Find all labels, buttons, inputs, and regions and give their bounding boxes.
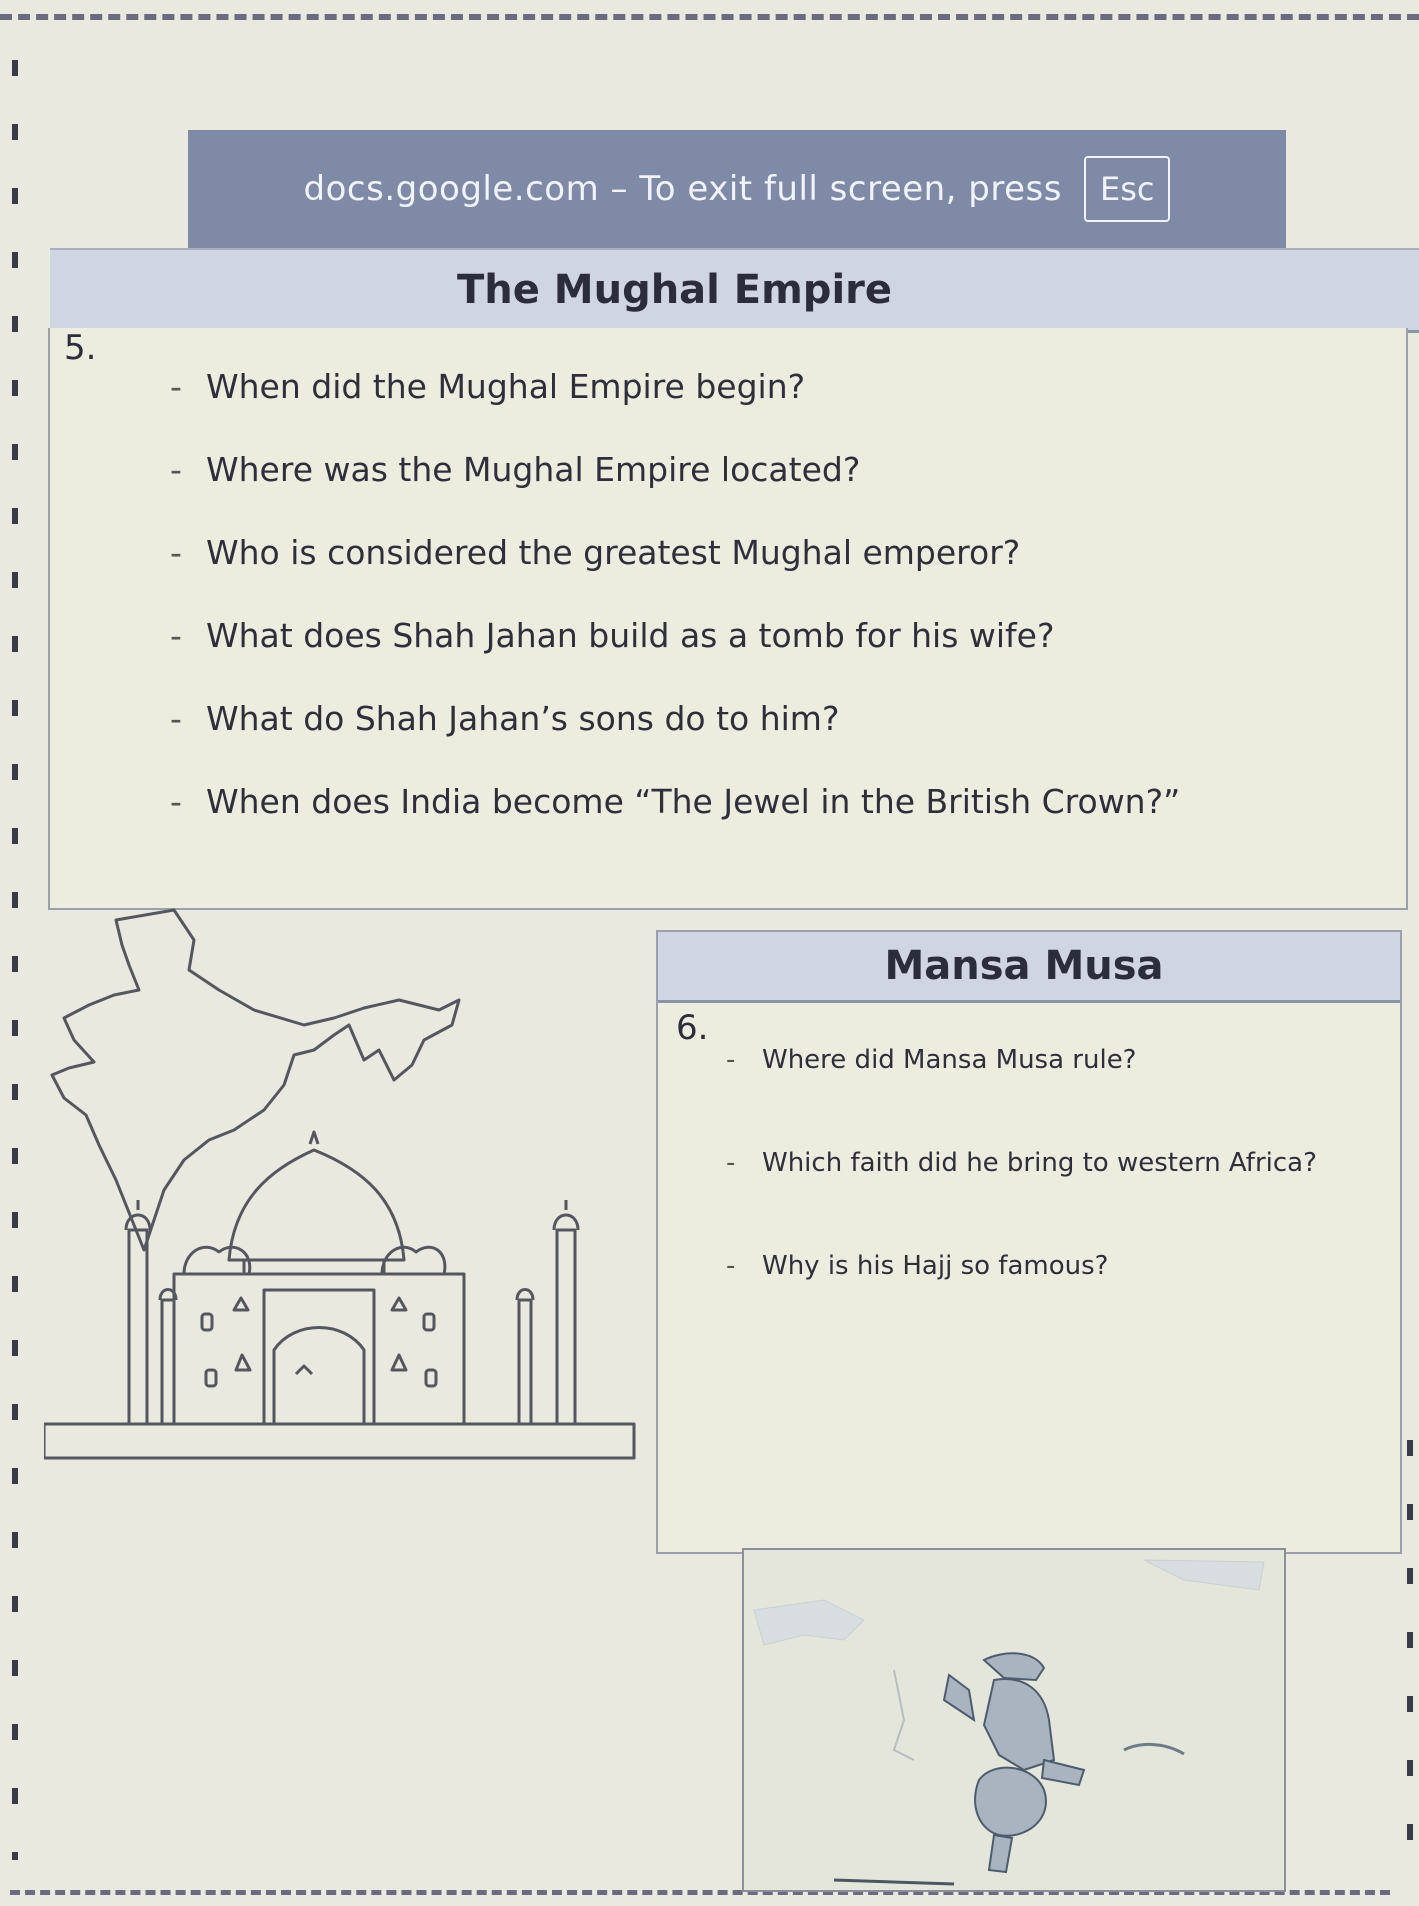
bullet-dash: - [170,367,182,406]
question-text: What does Shah Jahan build as a tomb for his wife? [206,616,1055,655]
question-item [170,699,1180,783]
question-text: Which faith did he bring to western Africa? [762,1148,1317,1178]
mansa-musa-figure-icon [744,1550,1284,1890]
bullet-dash: - [170,533,182,572]
bullet-dash: - [726,1045,736,1075]
mansa-question-number: 6. [676,1008,709,1048]
bullet-dash: - [170,450,182,489]
india-taj-illustration [44,900,644,1540]
fullscreen-banner-text [304,169,1062,209]
question-text: When does India become “The Jewel in the British Crown?” [206,782,1181,821]
fullscreen-exit-banner [188,130,1286,248]
question-text: Where did Mansa Musa rule? [762,1045,1137,1075]
mansa-section-title: Mansa Musa [884,943,1164,989]
question-text: Where was the Mughal Empire located? [206,450,861,489]
mughal-section-title: The Mughal Empire [456,267,893,313]
mansa-question-box [656,930,1402,1554]
taj-mahal-drawing-icon [44,1132,634,1458]
question-text: Why is his Hajj so famous? [762,1251,1109,1281]
banner-message: To exit full screen, press [639,169,1062,209]
question-item [170,367,1180,451]
question-item [170,533,1180,617]
india-map-outline-icon [44,900,644,1540]
question-item [726,1147,1317,1250]
top-dashed-edge [0,14,1419,20]
question-item [726,1044,1317,1147]
mughal-question-number: 5. [64,328,97,368]
question-item [170,616,1180,700]
right-edge-marks [1407,1440,1413,1880]
question-item [170,450,1180,534]
question-text: Who is considered the greatest Mughal emperor? [206,533,1021,572]
bullet-dash: - [726,1251,736,1281]
mansa-musa-picture [742,1548,1286,1892]
mansa-section-header [658,932,1400,1003]
banner-separator: – [610,169,628,209]
mansa-question-list [726,1044,1317,1353]
question-text: What do Shah Jahan’s sons do to him? [206,699,840,738]
esc-key-button[interactable]: Esc [1084,156,1170,222]
bullet-dash: - [170,782,182,821]
banner-domain: docs.google.com [303,169,600,209]
mughal-question-box [48,328,1408,910]
question-item [726,1250,1317,1353]
bullet-dash: - [170,616,182,655]
mughal-section-header [50,248,1419,333]
bullet-dash: - [170,699,182,738]
left-edge-marks [12,60,18,1860]
question-item [170,782,1181,866]
question-text: When did the Mughal Empire begin? [206,367,806,406]
mughal-question-list [170,367,1181,866]
bullet-dash: - [726,1148,736,1178]
